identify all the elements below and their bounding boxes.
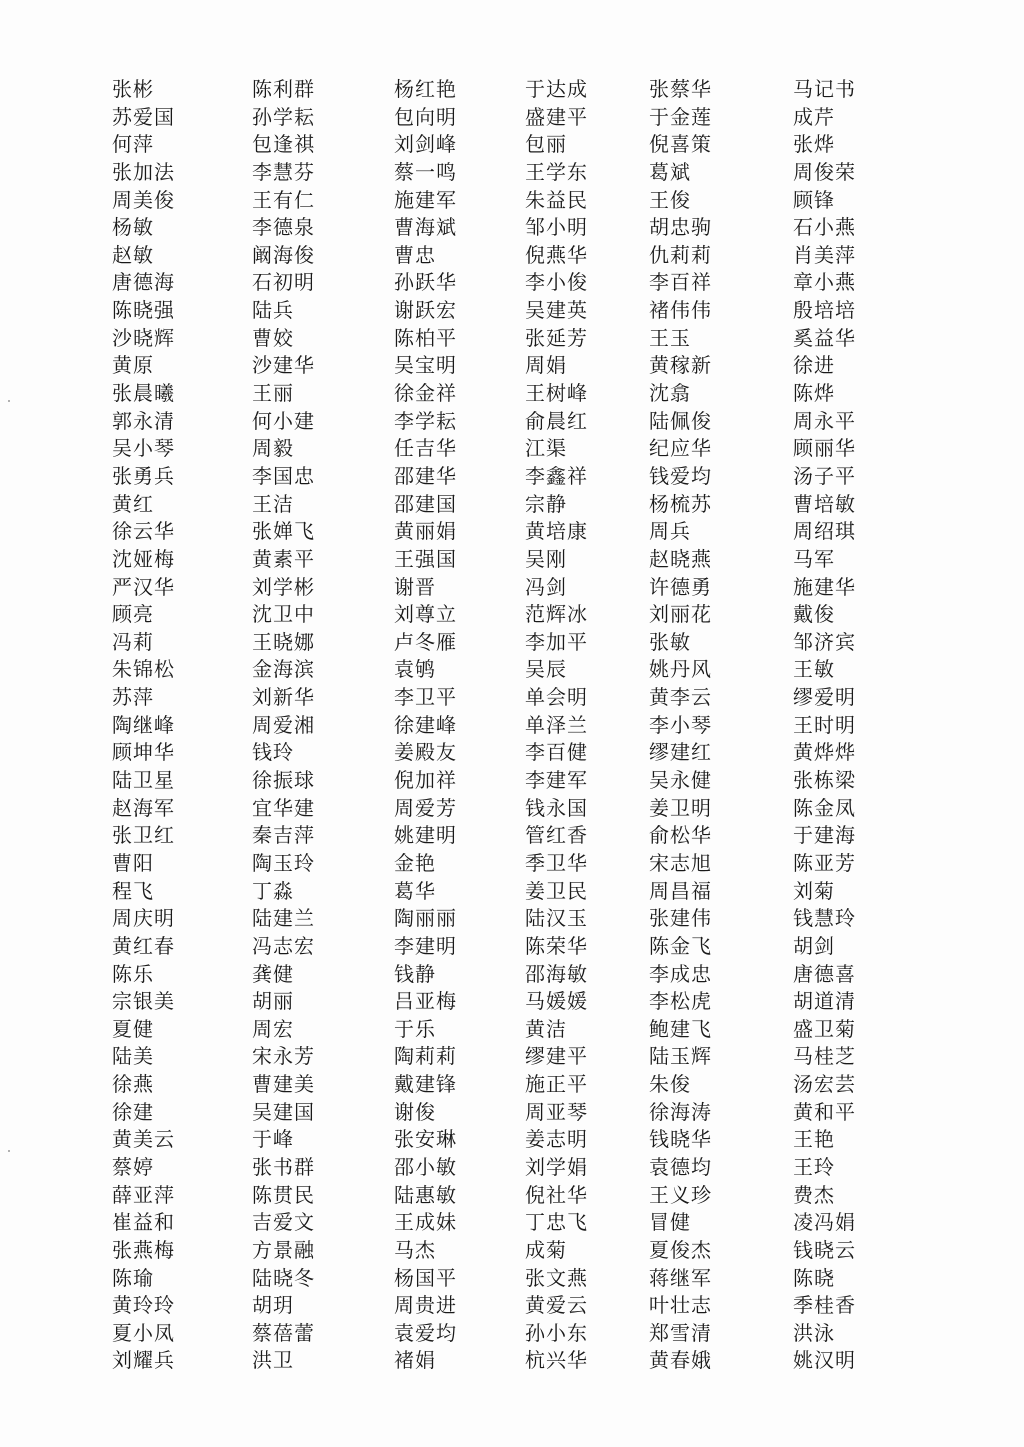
name-entry: 沙晓辉 bbox=[112, 325, 175, 350]
name-entry: 陆玉辉 bbox=[649, 1044, 712, 1069]
name-entry: 俞松华 bbox=[649, 823, 712, 848]
name-entry: 陈烨 bbox=[793, 381, 835, 406]
name-entry: 冯志宏 bbox=[252, 933, 315, 958]
name-entry: 张建伟 bbox=[649, 906, 712, 931]
name-entry: 钱晓华 bbox=[649, 1127, 712, 1152]
name-entry: 黄春娥 bbox=[649, 1348, 712, 1373]
name-entry: 黄红 bbox=[112, 491, 154, 516]
name-entry: 吕亚梅 bbox=[394, 989, 457, 1014]
name-entry: 黄稼新 bbox=[649, 353, 712, 378]
name-entry: 施正平 bbox=[525, 1072, 588, 1097]
name-entry: 仇莉莉 bbox=[649, 242, 712, 267]
name-entry: 杨红艳 bbox=[394, 77, 457, 101]
name-entry: 于乐 bbox=[394, 1016, 436, 1041]
name-entry: 张安琳 bbox=[394, 1127, 457, 1152]
name-entry: 宗静 bbox=[525, 491, 567, 516]
name-entry: 张烨 bbox=[793, 132, 835, 157]
name-entry: 王学东 bbox=[525, 159, 588, 184]
name-entry: 周兵 bbox=[649, 519, 691, 544]
name-entry: 蔡一鸣 bbox=[394, 159, 457, 184]
name-entry: 江渠 bbox=[525, 436, 567, 461]
name-entry: 王强国 bbox=[394, 546, 457, 571]
name-entry: 刘尊立 bbox=[394, 602, 457, 627]
name-entry: 李加平 bbox=[525, 629, 588, 654]
name-entry: 龚健 bbox=[252, 961, 294, 986]
name-entry: 黄红春 bbox=[112, 933, 175, 958]
name-entry: 陆惠敏 bbox=[394, 1182, 457, 1207]
name-entry: 洪泳 bbox=[793, 1320, 835, 1345]
name-entry: 吴建英 bbox=[525, 298, 588, 323]
name-entry: 范辉冰 bbox=[525, 602, 588, 627]
name-entry: 张卫红 bbox=[112, 823, 175, 848]
name-entry: 吴小琴 bbox=[112, 436, 175, 461]
name-entry: 包向明 bbox=[394, 104, 457, 129]
name-entry: 杨梳苏 bbox=[649, 491, 712, 516]
name-entry: 孙小东 bbox=[525, 1320, 588, 1345]
name-entry: 王艳 bbox=[793, 1127, 835, 1152]
name-entry: 蒋继军 bbox=[649, 1265, 712, 1290]
name-entry: 陶玉玲 bbox=[252, 850, 315, 875]
name-entry: 李鑫祥 bbox=[525, 463, 588, 488]
name-entry: 谢俊 bbox=[394, 1099, 436, 1124]
name-entry: 黄素平 bbox=[252, 546, 315, 571]
name-entry: 冯剑 bbox=[525, 574, 567, 599]
name-entry: 钱玲 bbox=[252, 740, 294, 765]
name-entry: 陈晓强 bbox=[112, 298, 175, 323]
name-entry: 周美俊 bbox=[112, 187, 175, 212]
name-entry: 顾锋 bbox=[793, 187, 835, 212]
name-entry: 姚建明 bbox=[394, 823, 457, 848]
name-entry: 丁淼 bbox=[252, 878, 294, 903]
name-entry: 吴永健 bbox=[649, 768, 712, 793]
name-entry: 肖美萍 bbox=[793, 242, 856, 267]
name-entry: 刘剑峰 bbox=[394, 132, 457, 157]
name-entry: 姜卫明 bbox=[649, 795, 712, 820]
name-entry: 胡玥 bbox=[252, 1293, 294, 1318]
name-entry: 汤宏芸 bbox=[793, 1072, 856, 1097]
name-entry: 李国忠 bbox=[252, 463, 315, 488]
name-entry: 于建海 bbox=[793, 823, 856, 848]
name-entry: 李小琴 bbox=[649, 712, 712, 737]
name-entry: 王晓娜 bbox=[252, 629, 315, 654]
name-entry: 陈贯民 bbox=[252, 1182, 315, 1207]
name-entry: 郭永清 bbox=[112, 408, 175, 433]
name-entry: 宜华建 bbox=[252, 795, 315, 820]
name-entry: 李建军 bbox=[525, 768, 588, 793]
name-entry: 苏萍 bbox=[112, 685, 154, 710]
name-entry: 张晨曦 bbox=[112, 381, 175, 406]
name-entry: 杭兴华 bbox=[525, 1348, 588, 1373]
name-entry: 张蔡华 bbox=[649, 77, 712, 101]
name-entry: 秦吉萍 bbox=[252, 823, 315, 848]
name-entry: 徐建 bbox=[112, 1099, 154, 1124]
name-entry: 夏健 bbox=[112, 1016, 154, 1041]
name-entry: 姚汉明 bbox=[793, 1348, 856, 1373]
name-entry: 陈金飞 bbox=[649, 933, 712, 958]
name-entry: 盛卫菊 bbox=[793, 1016, 856, 1041]
name-entry: 胡丽 bbox=[252, 989, 294, 1014]
name-entry: 徐金祥 bbox=[394, 381, 457, 406]
name-entry: 姜殿友 bbox=[394, 740, 457, 765]
name-entry: 陆汉玉 bbox=[525, 906, 588, 931]
name-entry: 周贵进 bbox=[394, 1293, 457, 1318]
name-entry: 顾坤华 bbox=[112, 740, 175, 765]
name-entry: 何小建 bbox=[252, 408, 315, 433]
name-entry: 许德勇 bbox=[649, 574, 712, 599]
name-entry: 徐进 bbox=[793, 353, 835, 378]
name-entry: 鲍建飞 bbox=[649, 1016, 712, 1041]
name-entry: 周昌福 bbox=[649, 878, 712, 903]
name-entry: 王丽 bbox=[252, 381, 294, 406]
name-entry: 曹姣 bbox=[252, 325, 294, 350]
name-entry: 程飞 bbox=[112, 878, 154, 903]
name-entry: 张延芳 bbox=[525, 325, 588, 350]
name-entry: 王义珍 bbox=[649, 1182, 712, 1207]
name-entry: 徐云华 bbox=[112, 519, 175, 544]
name-entry: 陆兵 bbox=[252, 298, 294, 323]
name-entry: 周爱湘 bbox=[252, 712, 315, 737]
name-entry: 季卫华 bbox=[525, 850, 588, 875]
name-entry: 阚海俊 bbox=[252, 242, 315, 267]
name-entry: 缪建平 bbox=[525, 1044, 588, 1069]
name-entry: 叶壮志 bbox=[649, 1293, 712, 1318]
name-entry: 周俊荣 bbox=[793, 159, 856, 184]
name-entry: 马军 bbox=[793, 546, 835, 571]
name-entry: 奚益华 bbox=[793, 325, 856, 350]
name-entry: 马桂芝 bbox=[793, 1044, 856, 1069]
name-entry: 王树峰 bbox=[525, 381, 588, 406]
name-entry: 包丽 bbox=[525, 132, 567, 157]
name-entry: 周庆明 bbox=[112, 906, 175, 931]
name-entry: 刘菊 bbox=[793, 878, 835, 903]
name-entry: 邵海敏 bbox=[525, 961, 588, 986]
name-entry: 于峰 bbox=[252, 1127, 294, 1152]
name-entry: 邵建华 bbox=[394, 463, 457, 488]
name-entry: 黄美云 bbox=[112, 1127, 175, 1152]
name-entry: 刘学娟 bbox=[525, 1154, 588, 1179]
name-entry: 陶继峰 bbox=[112, 712, 175, 737]
name-entry: 曹阳 bbox=[112, 850, 154, 875]
name-entry: 王玲 bbox=[793, 1154, 835, 1179]
name-entry: 陈利群 bbox=[252, 77, 315, 101]
name-entry: 张敏 bbox=[649, 629, 691, 654]
name-entry: 殷培培 bbox=[793, 298, 856, 323]
name-entry: 宗银美 bbox=[112, 989, 175, 1014]
name-entry: 李成忠 bbox=[649, 961, 712, 986]
name-entry: 俞晨红 bbox=[525, 408, 588, 433]
name-entry: 倪加祥 bbox=[394, 768, 457, 793]
name-entry: 戴俊 bbox=[793, 602, 835, 627]
name-entry: 周娟 bbox=[525, 353, 567, 378]
name-entry: 曹建美 bbox=[252, 1072, 315, 1097]
name-entry: 唐德海 bbox=[112, 270, 175, 295]
name-entry: 王俊 bbox=[649, 187, 691, 212]
name-entry: 张文燕 bbox=[525, 1265, 588, 1290]
name-entry: 蔡蓓蕾 bbox=[252, 1320, 315, 1345]
name-entry: 于达成 bbox=[525, 77, 588, 101]
name-entry: 沈娅梅 bbox=[112, 546, 175, 571]
name-entry: 黄丽娟 bbox=[394, 519, 457, 544]
name-entry: 葛斌 bbox=[649, 159, 691, 184]
name-entry: 管红香 bbox=[525, 823, 588, 848]
name-entry: 周绍琪 bbox=[793, 519, 856, 544]
name-entry: 朱锦松 bbox=[112, 657, 175, 682]
name-entry: 孙学耘 bbox=[252, 104, 315, 129]
name-entry: 谢晋 bbox=[394, 574, 436, 599]
name-entry: 褚娟 bbox=[394, 1348, 436, 1373]
name-entry: 吉爱文 bbox=[252, 1210, 315, 1235]
name-entry: 陈荣华 bbox=[525, 933, 588, 958]
name-entry: 张燕梅 bbox=[112, 1237, 175, 1262]
name-entry: 缪爱明 bbox=[793, 685, 856, 710]
name-entry: 刘新华 bbox=[252, 685, 315, 710]
name-entry: 陈柏平 bbox=[394, 325, 457, 350]
name-entry: 张加法 bbox=[112, 159, 175, 184]
name-entry: 倪社华 bbox=[525, 1182, 588, 1207]
name-entry: 李百祥 bbox=[649, 270, 712, 295]
name-entry: 周爱芳 bbox=[394, 795, 457, 820]
name-entry: 邹济宾 bbox=[793, 629, 856, 654]
name-entry: 陆卫星 bbox=[112, 768, 175, 793]
name-entry: 黄爱云 bbox=[525, 1293, 588, 1318]
name-entry: 冒健 bbox=[649, 1210, 691, 1235]
scan-margin-mark bbox=[8, 1150, 10, 1152]
name-entry: 夏小凤 bbox=[112, 1320, 175, 1345]
name-entry: 冯莉 bbox=[112, 629, 154, 654]
name-entry: 陶丽丽 bbox=[394, 906, 457, 931]
name-entry: 马媛媛 bbox=[525, 989, 588, 1014]
name-entry: 金艳 bbox=[394, 850, 436, 875]
name-entry: 张书群 bbox=[252, 1154, 315, 1179]
name-entry: 周毅 bbox=[252, 436, 294, 461]
name-entry: 章小燕 bbox=[793, 270, 856, 295]
name-entry: 曹培敏 bbox=[793, 491, 856, 516]
name-entry: 王玉 bbox=[649, 325, 691, 350]
name-entry: 洪卫 bbox=[252, 1348, 294, 1373]
name-entry: 周宏 bbox=[252, 1016, 294, 1041]
name-entry: 王有仁 bbox=[252, 187, 315, 212]
name-entry: 李德泉 bbox=[252, 215, 315, 240]
name-entry: 徐建峰 bbox=[394, 712, 457, 737]
name-entry: 陈亚芳 bbox=[793, 850, 856, 875]
name-entry: 朱益民 bbox=[525, 187, 588, 212]
name-entry: 张婵飞 bbox=[252, 519, 315, 544]
name-entry: 黄原 bbox=[112, 353, 154, 378]
name-entry: 顾丽华 bbox=[793, 436, 856, 461]
name-entry: 曹海斌 bbox=[394, 215, 457, 240]
name-entry: 钱静 bbox=[394, 961, 436, 986]
name-entry: 包逢祺 bbox=[252, 132, 315, 157]
name-entry: 蔡婷 bbox=[112, 1154, 154, 1179]
name-entry: 孙跃华 bbox=[394, 270, 457, 295]
name-entry: 费杰 bbox=[793, 1182, 835, 1207]
name-entry: 杨国平 bbox=[394, 1265, 457, 1290]
name-entry: 何萍 bbox=[112, 132, 154, 157]
name-entry: 谢跃宏 bbox=[394, 298, 457, 323]
name-entry: 邹小明 bbox=[525, 215, 588, 240]
name-entry: 张勇兵 bbox=[112, 463, 175, 488]
name-entry: 周亚琴 bbox=[525, 1099, 588, 1124]
name-entry: 严汉华 bbox=[112, 574, 175, 599]
name-entry: 陈乐 bbox=[112, 961, 154, 986]
name-entry: 邵小敏 bbox=[394, 1154, 457, 1179]
name-entry: 袁鸲 bbox=[394, 657, 436, 682]
name-entry: 吴宝明 bbox=[394, 353, 457, 378]
name-entry: 石初明 bbox=[252, 270, 315, 295]
name-entry: 苏爱国 bbox=[112, 104, 175, 129]
name-list-grid bbox=[112, 76, 893, 1375]
name-entry: 石小燕 bbox=[793, 215, 856, 240]
name-entry: 周永平 bbox=[793, 408, 856, 433]
name-entry: 陆美 bbox=[112, 1044, 154, 1069]
name-entry: 陈晓 bbox=[793, 1265, 835, 1290]
name-entry: 徐海涛 bbox=[649, 1099, 712, 1124]
name-entry: 沙建华 bbox=[252, 353, 315, 378]
name-entry: 李松虎 bbox=[649, 989, 712, 1014]
name-entry: 李慧芬 bbox=[252, 159, 315, 184]
name-entry: 单会明 bbox=[525, 685, 588, 710]
name-entry: 宋永芳 bbox=[252, 1044, 315, 1069]
name-entry: 陆建兰 bbox=[252, 906, 315, 931]
name-entry: 纪应华 bbox=[649, 436, 712, 461]
name-entry: 钱晓云 bbox=[793, 1237, 856, 1262]
name-entry: 倪喜策 bbox=[649, 132, 712, 157]
name-entry: 张栋梁 bbox=[793, 768, 856, 793]
name-entry: 陈瑜 bbox=[112, 1265, 154, 1290]
name-entry: 黄玲玲 bbox=[112, 1293, 175, 1318]
name-entry: 唐德喜 bbox=[793, 961, 856, 986]
name-entry: 刘学彬 bbox=[252, 574, 315, 599]
name-entry: 姚丹风 bbox=[649, 657, 712, 682]
name-entry: 单泽兰 bbox=[525, 712, 588, 737]
name-entry: 吴刚 bbox=[525, 546, 567, 571]
name-entry: 陆佩俊 bbox=[649, 408, 712, 433]
name-entry: 朱俊 bbox=[649, 1072, 691, 1097]
name-entry: 丁忠飞 bbox=[525, 1210, 588, 1235]
name-entry: 徐燕 bbox=[112, 1072, 154, 1097]
name-entry: 黄和平 bbox=[793, 1099, 856, 1124]
name-entry: 曹忠 bbox=[394, 242, 436, 267]
name-entry: 成菊 bbox=[525, 1237, 567, 1262]
name-entry: 刘丽花 bbox=[649, 602, 712, 627]
name-entry: 钱爱均 bbox=[649, 463, 712, 488]
name-entry: 王洁 bbox=[252, 491, 294, 516]
name-entry: 袁爱均 bbox=[394, 1320, 457, 1345]
name-entry: 凌冯娟 bbox=[793, 1210, 856, 1235]
name-entry: 沈翕 bbox=[649, 381, 691, 406]
name-entry: 吴建国 bbox=[252, 1099, 315, 1124]
name-entry: 赵敏 bbox=[112, 242, 154, 267]
name-entry: 于金莲 bbox=[649, 104, 712, 129]
name-entry: 徐振球 bbox=[252, 768, 315, 793]
name-entry: 胡忠驹 bbox=[649, 215, 712, 240]
name-entry: 沈卫中 bbox=[252, 602, 315, 627]
name-entry: 王敏 bbox=[793, 657, 835, 682]
name-entry: 李卫平 bbox=[394, 685, 457, 710]
name-entry: 赵海军 bbox=[112, 795, 175, 820]
name-entry: 赵晓燕 bbox=[649, 546, 712, 571]
name-entry: 黄烨烨 bbox=[793, 740, 856, 765]
name-entry: 褚伟伟 bbox=[649, 298, 712, 323]
name-entry: 盛建平 bbox=[525, 104, 588, 129]
name-entry: 成芹 bbox=[793, 104, 835, 129]
name-entry: 金海滨 bbox=[252, 657, 315, 682]
name-entry: 姜卫民 bbox=[525, 878, 588, 903]
name-entry: 胡道清 bbox=[793, 989, 856, 1014]
name-entry: 薛亚萍 bbox=[112, 1182, 175, 1207]
name-entry: 王时明 bbox=[793, 712, 856, 737]
name-entry: 刘耀兵 bbox=[112, 1348, 175, 1373]
name-entry: 李百健 bbox=[525, 740, 588, 765]
name-entry: 钱永国 bbox=[525, 795, 588, 820]
name-entry: 戴建锋 bbox=[394, 1072, 457, 1097]
name-entry: 胡剑 bbox=[793, 933, 835, 958]
name-entry: 施建军 bbox=[394, 187, 457, 212]
name-entry: 陆晓冬 bbox=[252, 1265, 315, 1290]
name-entry: 汤子平 bbox=[793, 463, 856, 488]
name-entry: 崔益和 bbox=[112, 1210, 175, 1235]
name-entry: 夏俊杰 bbox=[649, 1237, 712, 1262]
name-entry: 郑雪清 bbox=[649, 1320, 712, 1345]
name-entry: 马记书 bbox=[793, 77, 856, 101]
name-entry: 施建华 bbox=[793, 574, 856, 599]
name-entry: 宋志旭 bbox=[649, 850, 712, 875]
name-entry: 顾亮 bbox=[112, 602, 154, 627]
name-entry: 黄培康 bbox=[525, 519, 588, 544]
name-entry: 黄李云 bbox=[649, 685, 712, 710]
name-entry: 李小俊 bbox=[525, 270, 588, 295]
name-entry: 李学耘 bbox=[394, 408, 457, 433]
name-entry: 卢冬雁 bbox=[394, 629, 457, 654]
name-entry: 邵建国 bbox=[394, 491, 457, 516]
name-entry: 倪燕华 bbox=[525, 242, 588, 267]
name-entry: 姜志明 bbox=[525, 1127, 588, 1152]
name-entry: 钱慧玲 bbox=[793, 906, 856, 931]
name-entry: 陈金凤 bbox=[793, 795, 856, 820]
name-entry: 李建明 bbox=[394, 933, 457, 958]
name-entry: 王成妹 bbox=[394, 1210, 457, 1235]
name-entry: 任吉华 bbox=[394, 436, 457, 461]
name-entry: 缪建红 bbox=[649, 740, 712, 765]
name-entry: 黄洁 bbox=[525, 1016, 567, 1041]
name-entry: 马杰 bbox=[394, 1237, 436, 1262]
name-entry: 陶莉莉 bbox=[394, 1044, 457, 1069]
name-entry: 季桂香 bbox=[793, 1293, 856, 1318]
name-entry: 方景融 bbox=[252, 1237, 315, 1262]
name-entry: 葛华 bbox=[394, 878, 436, 903]
scan-margin-mark bbox=[8, 400, 10, 402]
name-entry: 张彬 bbox=[112, 77, 154, 101]
name-entry: 杨敏 bbox=[112, 215, 154, 240]
name-entry: 袁德均 bbox=[649, 1154, 712, 1179]
name-entry: 吴辰 bbox=[525, 657, 567, 682]
